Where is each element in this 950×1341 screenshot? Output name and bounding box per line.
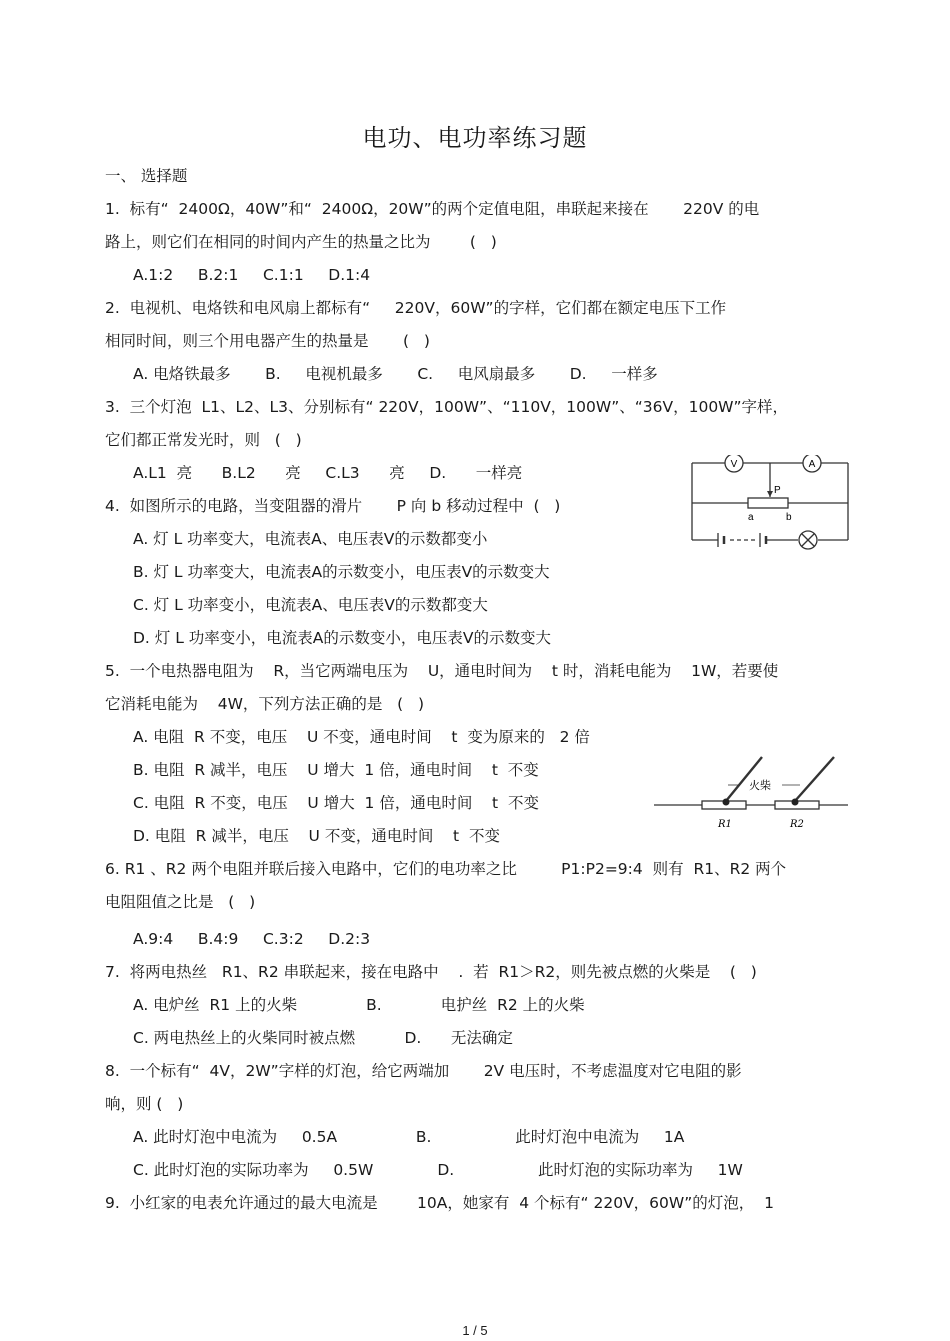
text-line: 它消耗电能为 4W，下列方法正确的是 ( ) bbox=[105, 695, 425, 713]
text-line: C. 电阻 R 不变，电压 U 增大 1 倍，通电时间 t 不变 bbox=[133, 794, 539, 812]
text-line: A.9:4 B.4:9 C.3:2 D.2:3 bbox=[133, 930, 371, 948]
text-line: 5. 一个电热器电阻为 R，当它两端电压为 U，通电时间为 t 时，消耗电能为 1W，若要使 bbox=[105, 662, 779, 680]
text-line: C. 灯 L 功率变小，电流表A、电压表V的示数都变大 bbox=[133, 596, 488, 614]
text-line: C. 两电热丝上的火柴同时被点燃 D. 无法确定 bbox=[133, 1029, 513, 1047]
text-line: 3. 三个灯泡 L1、L2、L3、分别标有“ 220V，100W”、“110V，100W”、“36V，100W”字样， bbox=[105, 398, 789, 416]
page-title: 电功、电功率练习题 bbox=[362, 124, 588, 152]
text-line: 7. 将两电热丝 R1、R2 串联起来，接在电路中 . 若 R1＞R2，则先被点燃的火柴是 ( ) bbox=[105, 963, 757, 981]
text-line: 8. 一个标有“ 4V，2W”字样的灯泡，给它两端加 2V 电压时，不考虑温度对它电阻的影 bbox=[105, 1062, 742, 1080]
page-number: 1 / 5 bbox=[462, 1323, 488, 1338]
text-line: 路上，则它们在相同的时间内产生的热量之比为 ( ) bbox=[105, 233, 497, 251]
match-label: 火柴 bbox=[749, 779, 771, 792]
heating-wire-diagram bbox=[650, 755, 852, 835]
text-line: A. 电炉丝 R1 上的火柴 B. 电护丝 R2 上的火柴 bbox=[133, 996, 585, 1014]
text-line: 2. 电视机、电烙铁和电风扇上都标有“ 220V，60W”的字样，它们都在额定电压下工作 bbox=[105, 299, 727, 317]
text-line: C. 此时灯泡的实际功率为 0.5W D. 此时灯泡的实际功率为 1W bbox=[133, 1161, 743, 1179]
text-line: A. 此时灯泡中电流为 0.5A B. 此时灯泡中电流为 1A bbox=[133, 1128, 685, 1146]
text-line: 响，则 ( ) bbox=[105, 1095, 184, 1113]
r1-label: R1 bbox=[718, 819, 732, 830]
text-line: A.1:2 B.2:1 C.1:1 D.1:4 bbox=[133, 266, 371, 284]
text-line: 6. R1 、R2 两个电阻并联后接入电路中，它们的电功率之比 P1:P2=9:4 则有 R1、R2 两个 bbox=[105, 860, 787, 878]
text-line: D. 灯 L 功率变小，电流表A的示数变小，电压表V的示数变大 bbox=[133, 629, 551, 647]
text-line: 9. 小红家的电表允许通过的最大电流是 10A，她家有 4 个标有“ 220V，60W”的灯泡， 1 bbox=[105, 1194, 774, 1212]
text-line: A.L1 亮 B.L2 亮 C.L3 亮 D. 一样亮 bbox=[133, 464, 523, 482]
text-line: B. 灯 L 功率变大，电流表A的示数变小，电压表V的示数变大 bbox=[133, 563, 550, 581]
circuit-diagram bbox=[688, 455, 853, 555]
r2-label: R2 bbox=[790, 819, 804, 830]
text-line: 它们都正常发光时，则 ( ) bbox=[105, 431, 302, 449]
text-line: A. 电阻 R 不变，电压 U 不变，通电时间 t 变为原来的 2 倍 bbox=[133, 728, 590, 746]
text-line: A. 电烙铁最多 B. 电视机最多 C. 电风扇最多 D. 一样多 bbox=[133, 365, 658, 383]
voltmeter-label: V bbox=[730, 459, 738, 470]
slider-label: P bbox=[774, 485, 781, 496]
text-line: D. 电阻 R 减半，电压 U 不变，通电时间 t 不变 bbox=[133, 827, 500, 845]
text-line: 4. 如图所示的电路，当变阻器的滑片 P 向 b 移动过程中 ( ) bbox=[105, 497, 561, 515]
text-line: A. 灯 L 功率变大，电流表A、电压表V的示数都变小 bbox=[133, 530, 488, 548]
end-a-label: a bbox=[748, 512, 754, 523]
text-line: 电阻阻值之比是 ( ) bbox=[105, 893, 256, 911]
section-heading: 一、 选择题 bbox=[105, 167, 188, 185]
text-line: 相同时间，则三个用电器产生的热量是 ( ) bbox=[105, 332, 430, 350]
ammeter-label: A bbox=[808, 459, 816, 470]
text-line: B. 电阻 R 减半，电压 U 增大 1 倍，通电时间 t 不变 bbox=[133, 761, 539, 779]
text-line: 1. 标有“ 2400Ω，40W”和“ 2400Ω，20W”的两个定值电阻，串联起来接在 220V 的电 bbox=[105, 200, 760, 218]
end-b-label: b bbox=[786, 512, 792, 523]
